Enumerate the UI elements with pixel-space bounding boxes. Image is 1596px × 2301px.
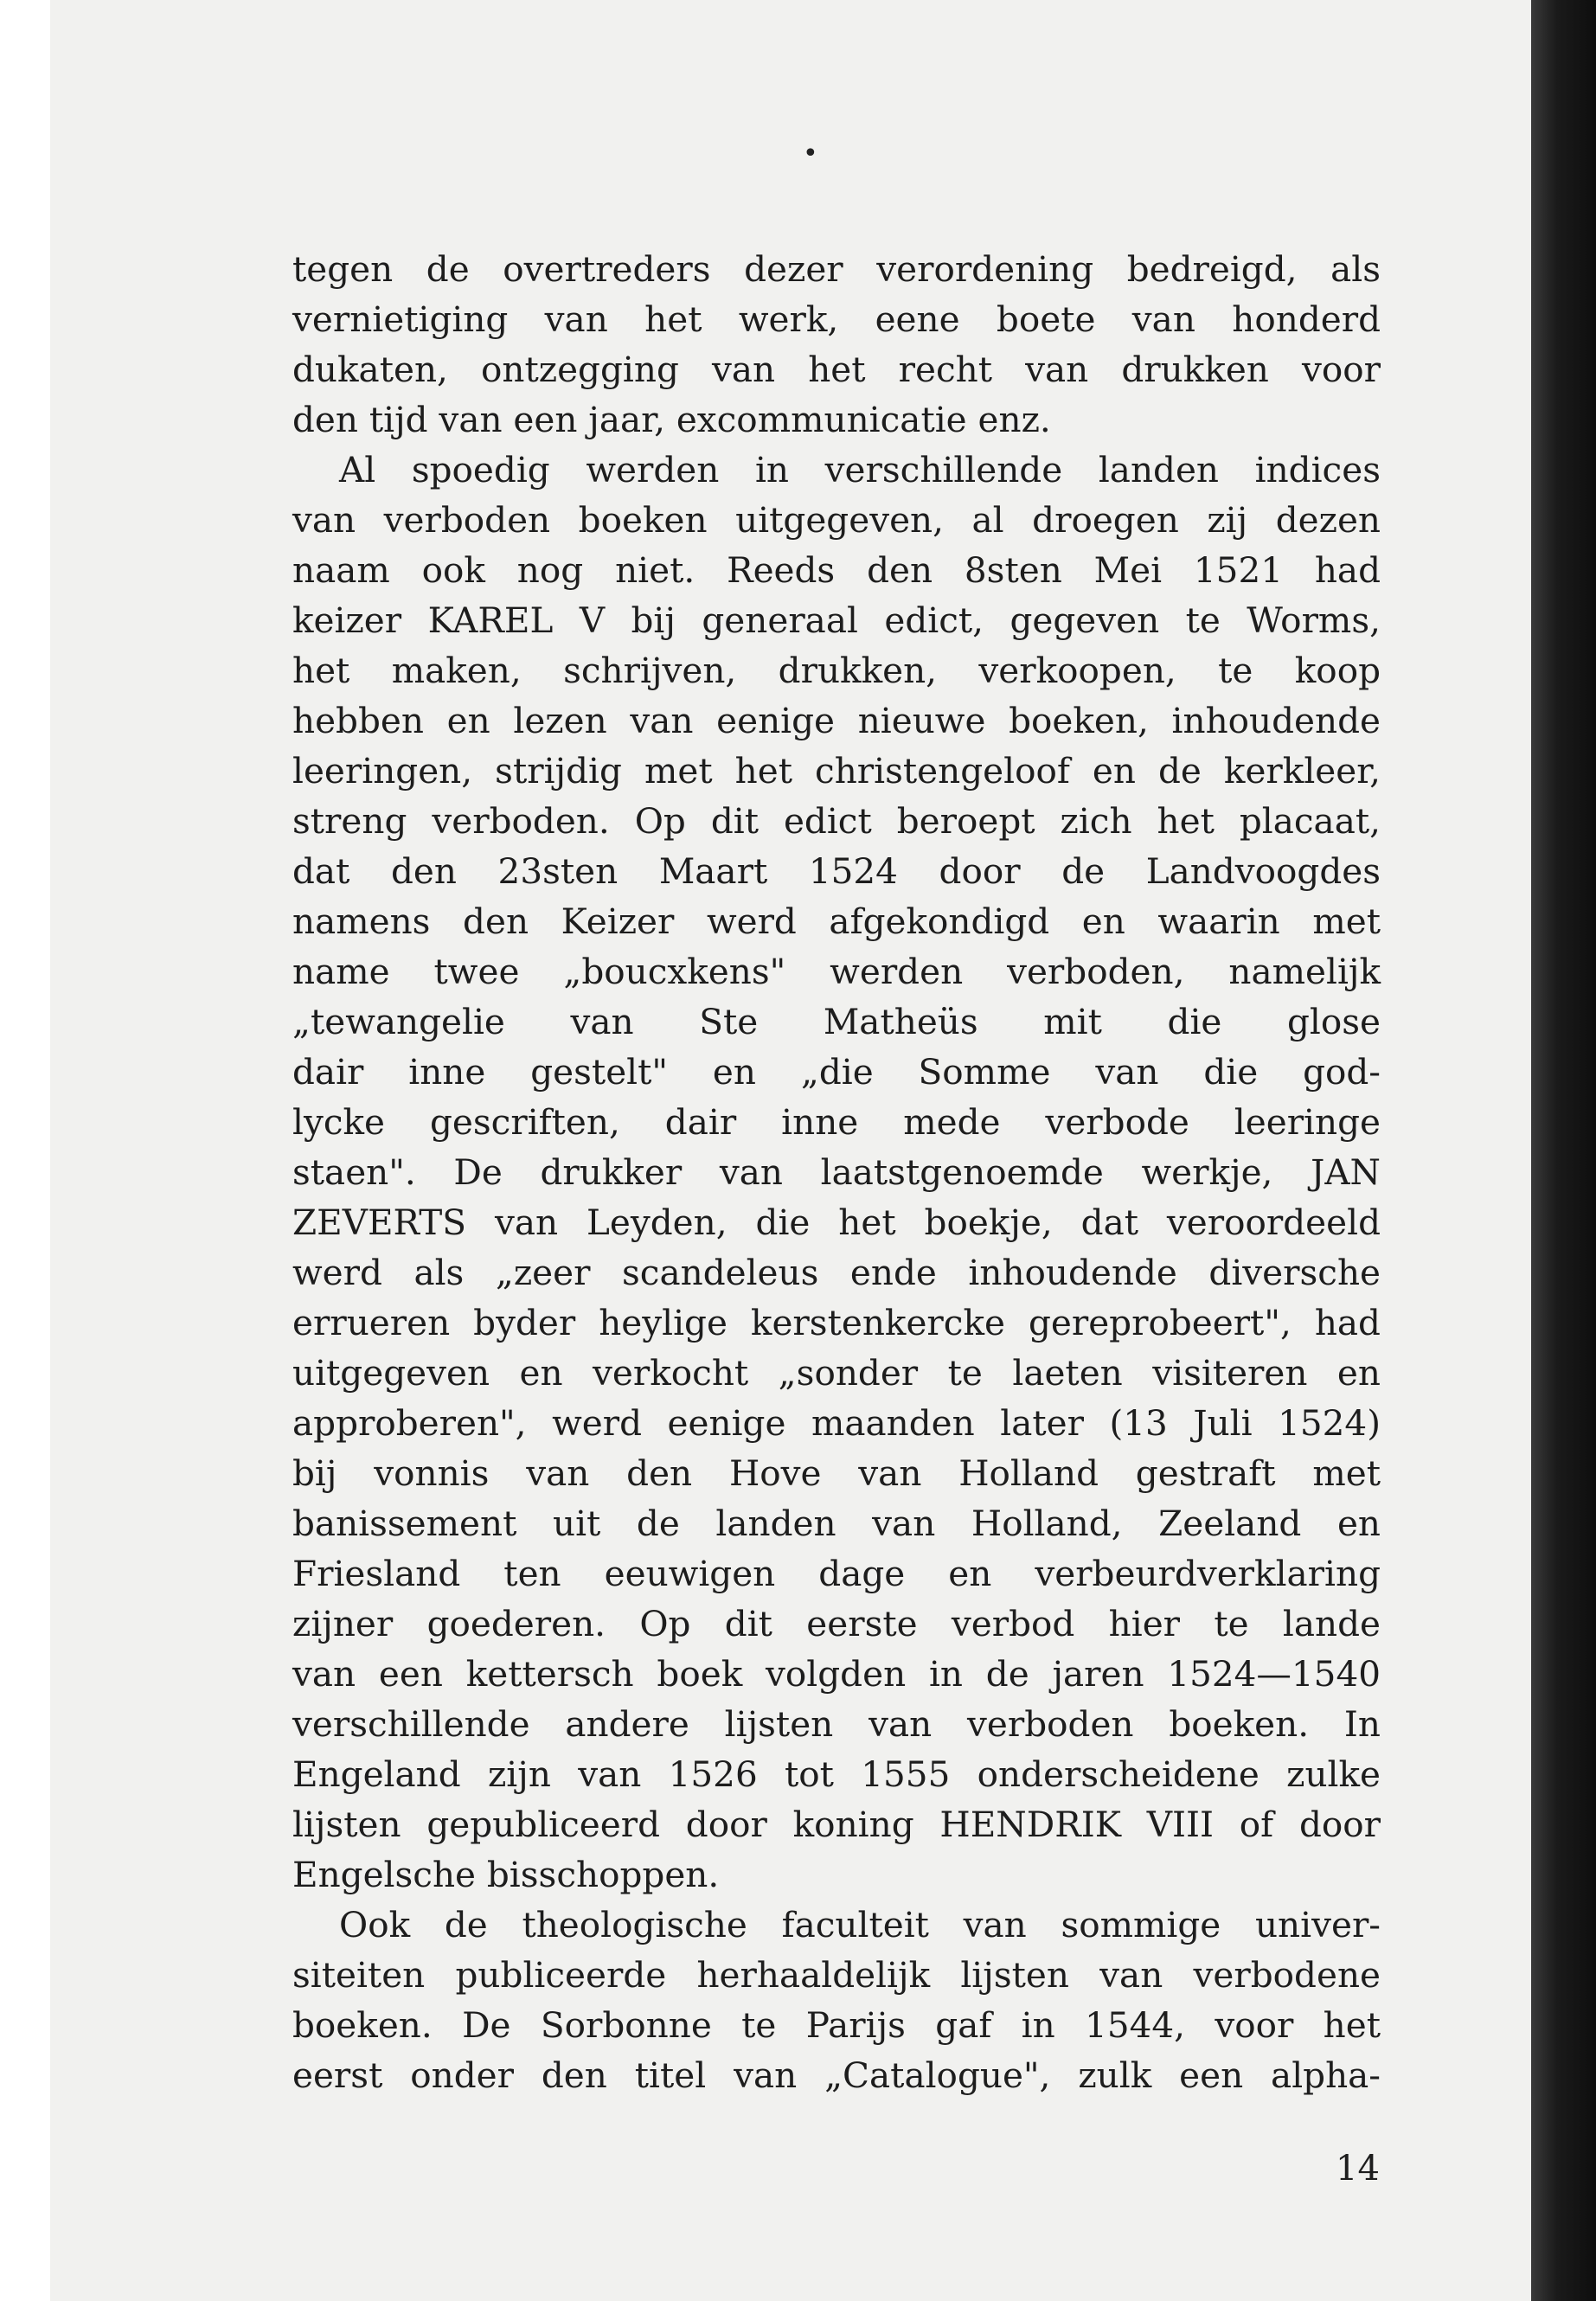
text-line: keizer KAREL V bij generaal edict, gegeven te Worms, bbox=[292, 599, 1381, 641]
text-line: van verboden boeken uitgegeven, al droegen zij dezen bbox=[292, 499, 1381, 541]
scan-margin bbox=[0, 0, 50, 2301]
text-line: lijsten gepubliceerd door koning HENDRIK VIII of door bbox=[292, 1804, 1381, 1845]
text-line: werd als „zeer scandeleus ende inhoudende diversche bbox=[292, 1252, 1381, 1293]
paragraph-start-line: Al spoedig werden in verschillende landen indices bbox=[339, 449, 1381, 490]
text-line: banissement uit de landen van Holland, Zeeland en bbox=[292, 1503, 1381, 1544]
text-line: tegen de overtreders dezer verordening bedreigd, als bbox=[292, 248, 1381, 290]
text-line: siteiten publiceerde herhaaldelijk lijsten van verbodene bbox=[292, 1954, 1381, 1996]
page-number: 14 bbox=[1336, 2149, 1380, 2189]
text-line: dair inne gestelt" en „die Somme van die god- bbox=[292, 1051, 1381, 1093]
text-line: bij vonnis van den Hove van Holland gestraft met bbox=[292, 1452, 1381, 1494]
body-text bbox=[292, 244, 1381, 2100]
text-line: Friesland ten eeuwigen dage en verbeurdverklaring bbox=[292, 1553, 1381, 1594]
text-line: verschillende andere lijsten van verboden boeken. In bbox=[292, 1703, 1381, 1745]
text-line: lycke gescriften, dair inne mede verbode leeringe bbox=[292, 1101, 1381, 1143]
text-line: streng verboden. Op dit edict beroept zich het placaat, bbox=[292, 800, 1381, 842]
text-line: „tewangelie van Ste Matheüs mit die glose bbox=[292, 1001, 1381, 1042]
text-line: hebben en lezen van eenige nieuwe boeken, inhoudende bbox=[292, 700, 1381, 741]
book-gutter-shadow bbox=[1531, 0, 1596, 2301]
text-line: uitgegeven en verkocht „sonder te laeten visiteren en bbox=[292, 1352, 1381, 1394]
text-line: eerst onder den titel van „Catalogue", zulk een alpha- bbox=[292, 2054, 1381, 2096]
page-top-mark: • bbox=[803, 138, 818, 169]
text-line: dukaten, ontzegging van het recht van drukken voor bbox=[292, 349, 1381, 390]
paragraph-start-line: Ook de theologische faculteit van sommige univer- bbox=[339, 1904, 1381, 1945]
text-line: boeken. De Sorbonne te Parijs gaf in 1544, voor het bbox=[292, 2004, 1381, 2046]
text-line: Engeland zijn van 1526 tot 1555 onderscheidene zulke bbox=[292, 1753, 1381, 1795]
text-line: Engelsche bisschoppen. bbox=[292, 1854, 720, 1895]
text-line: dat den 23sten Maart 1524 door de Landvoogdes bbox=[292, 850, 1381, 892]
text-line: staen". De drukker van laatstgenoemde werkje, JAN bbox=[292, 1151, 1381, 1193]
text-line: zijner goederen. Op dit eerste verbod hier te lande bbox=[292, 1603, 1381, 1644]
text-line: approberen", werd eenige maanden later (13 Juli 1524) bbox=[292, 1402, 1381, 1444]
text-line: leeringen, strijdig met het christengeloof en de kerkleer, bbox=[292, 750, 1381, 792]
text-line: het maken, schrijven, drukken, verkoopen, te koop bbox=[292, 650, 1381, 691]
text-line: ZEVERTS van Leyden, die het boekje, dat veroordeeld bbox=[292, 1202, 1381, 1243]
text-line: namens den Keizer werd afgekondigd en waarin met bbox=[292, 901, 1381, 942]
text-line: naam ook nog niet. Reeds den 8sten Mei 1521 had bbox=[292, 549, 1381, 591]
text-line: vernietiging van het werk, eene boete van honderd bbox=[292, 298, 1381, 340]
text-line: name twee „boucxkens" werden verboden, namelijk bbox=[292, 951, 1381, 992]
text-line: den tijd van een jaar, excommunicatie enz. bbox=[292, 399, 1051, 440]
text-line: errueren byder heylige kerstenkercke gereprobeert", had bbox=[292, 1302, 1381, 1343]
text-line: van een kettersch boek volgden in de jaren 1524—1540 bbox=[292, 1653, 1381, 1695]
